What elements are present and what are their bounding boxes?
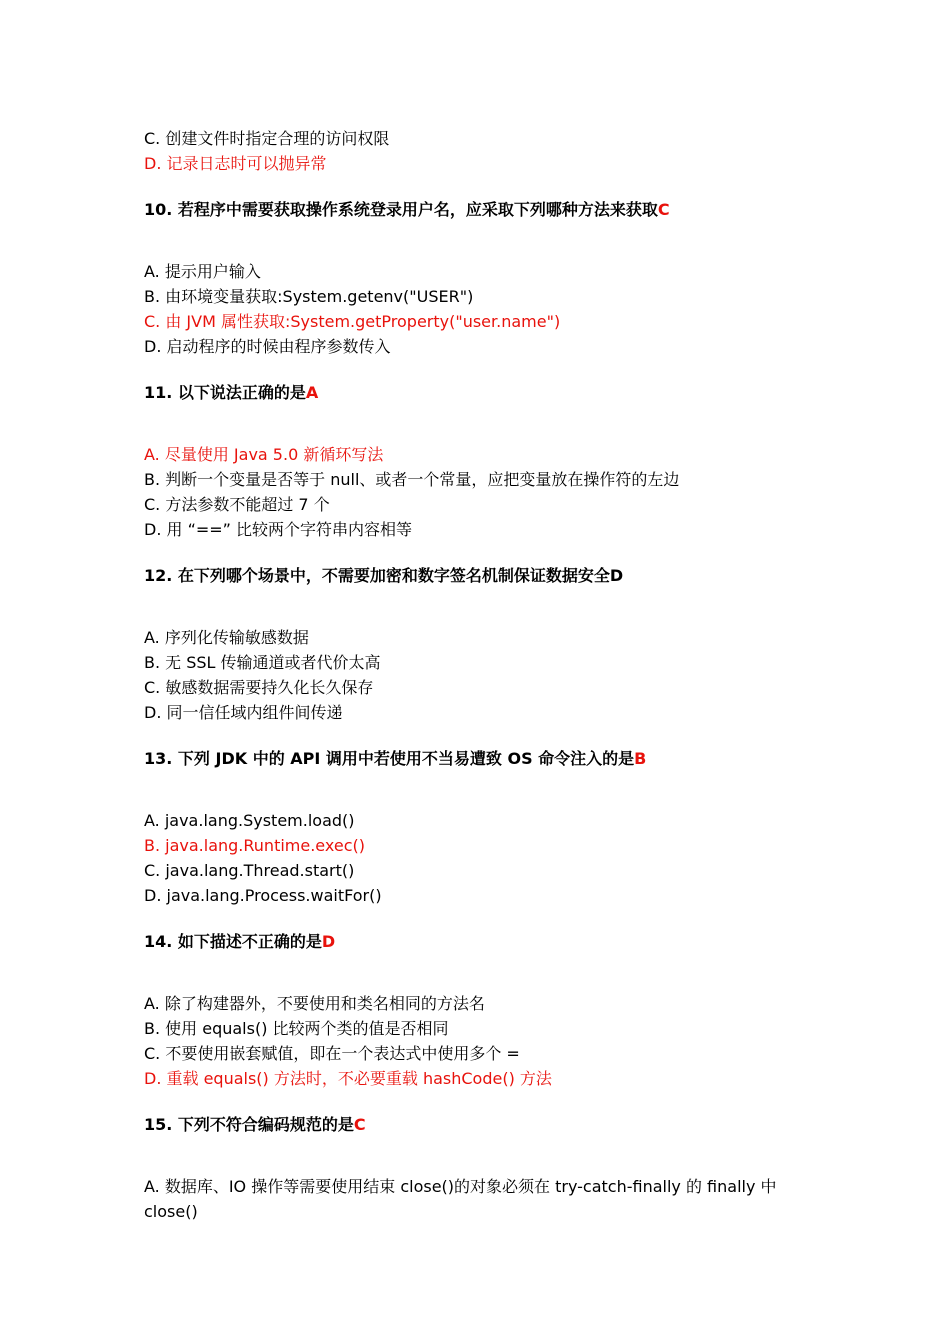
option-line: C. java.lang.Thread.start() xyxy=(144,861,355,880)
question-options xyxy=(144,808,824,908)
option-line: B. 无 SSL 传输通道或者代价太高 xyxy=(144,653,381,672)
question-answer: A xyxy=(305,383,319,402)
question-text: 13. 下列 JDK 中的 API 调用中若使用不当易遭致 OS 命令注入的是 xyxy=(144,749,635,768)
question-stem xyxy=(144,1112,824,1137)
option-line: B. 判断一个变量是否等于 null、或者一个常量，应把变量放在操作符的左边 xyxy=(144,470,680,489)
question-text: 14. 如下描述不正确的是 xyxy=(144,932,322,951)
option-line: A. 序列化传输敏感数据 xyxy=(144,628,309,647)
option-line-correct: D. 记录日志时可以抛异常 xyxy=(144,154,327,173)
option-line-correct: A. 尽量使用 Java 5.0 新循环写法 xyxy=(144,445,384,464)
option-line: D. 同一信任域内组件间传递 xyxy=(144,703,343,722)
question-stem xyxy=(144,197,824,222)
question-answer: C xyxy=(657,200,670,219)
option-line: B. 使用 equals() 比较两个类的值是否相同 xyxy=(144,1019,449,1038)
prev-question-options xyxy=(144,126,824,176)
option-line: D. 用 “==” 比较两个字符串内容相等 xyxy=(144,520,413,539)
question-options xyxy=(144,259,824,359)
question-answer: D xyxy=(321,932,336,951)
question-answer: C xyxy=(353,1115,366,1134)
option-line: D. 启动程序的时候由程序参数传入 xyxy=(144,337,391,356)
question-options xyxy=(144,442,824,542)
option-line: C. 敏感数据需要持久化长久保存 xyxy=(144,678,374,697)
option-line: A. 除了构建器外，不要使用和类名相同的方法名 xyxy=(144,994,485,1013)
question-stem xyxy=(144,746,824,771)
option-line: A. 提示用户输入 xyxy=(144,262,261,281)
question-text: 11. 以下说法正确的是 xyxy=(144,383,306,402)
option-line: B. 由环境变量获取:System.getenv("USER") xyxy=(144,287,474,306)
document-page xyxy=(144,126,824,1224)
question-text: 10. 若程序中需要获取操作系统登录用户名，应采取下列哪种方法来获取 xyxy=(144,200,658,219)
option-line: C. 不要使用嵌套赋值，即在一个表达式中使用多个 = xyxy=(144,1044,520,1063)
question-options xyxy=(144,1174,824,1224)
question-text: 12. 在下列哪个场景中，不需要加密和数字签名机制保证数据安全 xyxy=(144,566,610,585)
option-line-correct: D. 重载 equals() 方法时，不必要重载 hashCode() 方法 xyxy=(144,1069,552,1088)
option-line-correct: B. java.lang.Runtime.exec() xyxy=(144,836,365,855)
question-text: 15. 下列不符合编码规范的是 xyxy=(144,1115,354,1134)
option-line: A. 数据库、IO 操作等需要使用结束 close()的对象必须在 try-catch-finally 的 finally 中 close() xyxy=(144,1177,777,1221)
question-stem xyxy=(144,380,824,405)
question-options xyxy=(144,991,824,1091)
question-answer: D xyxy=(609,566,624,585)
question-stem xyxy=(144,929,824,954)
question-options xyxy=(144,625,824,725)
option-line: C. 创建文件时指定合理的访问权限 xyxy=(144,129,390,148)
option-line: C. 方法参数不能超过 7 个 xyxy=(144,495,330,514)
option-line: A. java.lang.System.load() xyxy=(144,811,355,830)
option-line: D. java.lang.Process.waitFor() xyxy=(144,886,382,905)
option-line-correct: C. 由 JVM 属性获取:System.getProperty("user.name") xyxy=(144,312,561,331)
question-answer: B xyxy=(634,749,647,768)
question-stem xyxy=(144,563,824,588)
